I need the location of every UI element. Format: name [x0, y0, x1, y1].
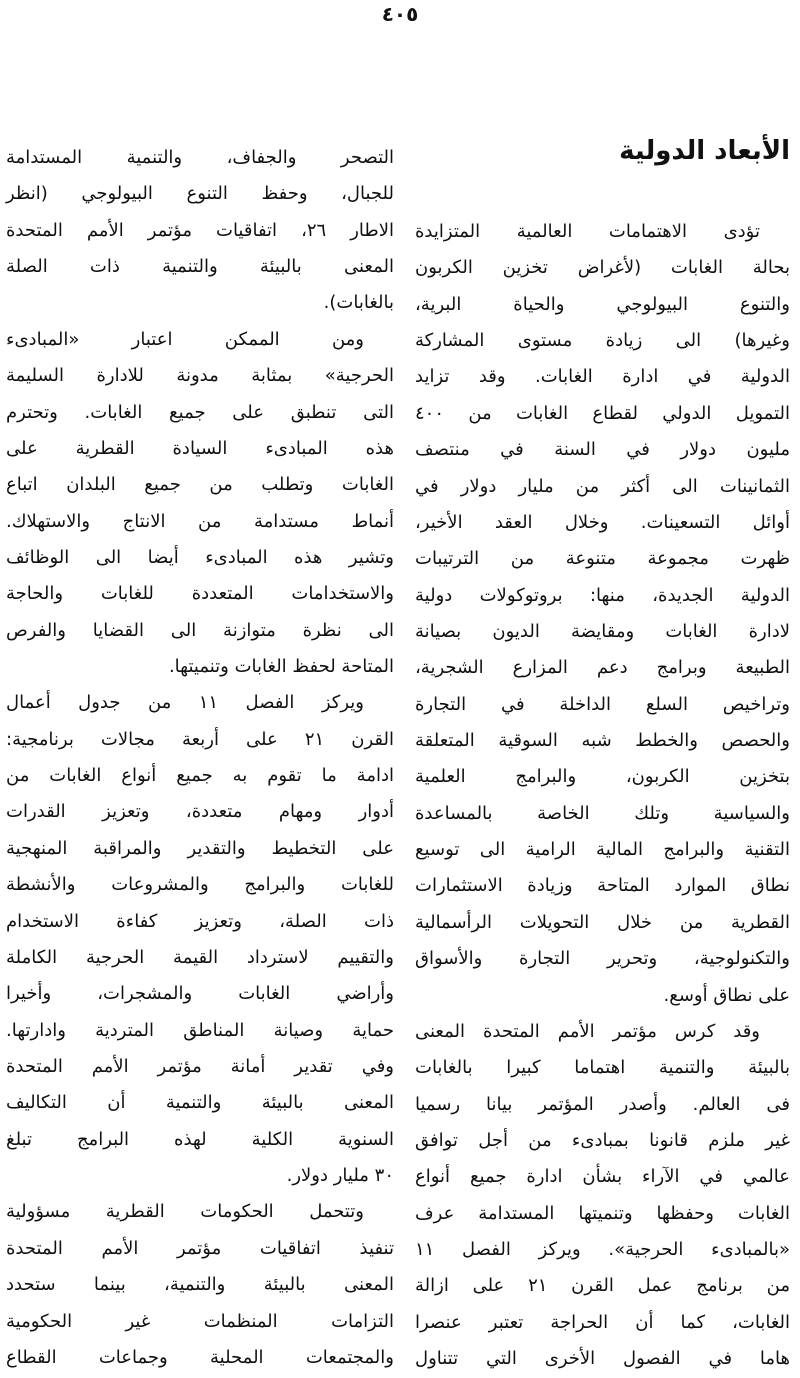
text-line: وفي تقدير أمانة مؤتمر الأمم المتحدة: [6, 1055, 394, 1077]
text-line: والحصص والخطط شبه السوقية المتعلقة: [415, 730, 790, 752]
text-line: من برنامج عمل القرن ٢١ على ازالة: [415, 1275, 790, 1297]
text-line: المعنى بالبيئة والتنمية ذات الصلة: [6, 256, 394, 278]
page-number: ٤٠٥: [381, 2, 419, 26]
text-line: تؤدى الاهتمامات العالمية المتزايدة: [415, 221, 760, 242]
text-line: السنوية الكلية لهذه البرامج تبلغ: [6, 1128, 394, 1150]
text-line: تنفيذ اتفاقيات مؤتمر الأمم المتحدة: [6, 1237, 394, 1259]
text-line: الطبيعة وبرامج دعم المزارع الشجرية،: [415, 657, 790, 679]
text-line: الدولية في ادارة الغابات. وقد تزايد: [415, 366, 790, 388]
text-line: نطاق الموارد المتاحة وزيادة الاستثمارات: [415, 875, 790, 897]
text-line: والسياسية وتلك الخاصة بالمساعدة: [415, 802, 790, 824]
paragraph: [6, 1194, 394, 1376]
text-line: أوائل التسعينات. وخلال العقد الأخير،: [415, 511, 790, 533]
text-line: أنماط مستدامة من الانتاج والاستهلاك.: [6, 510, 394, 532]
text-line: التمويل الدولي لقطاع الغابات من ٤٠٠: [415, 402, 790, 424]
text-line: المعنى بالبيئة والتنمية، بينما ستحدد: [6, 1274, 394, 1296]
text-line: الحرجية» بمثابة مدونة للادارة السليمة: [6, 365, 394, 387]
text-line: بتخزين الكربون، والبرامج العلمية: [415, 766, 790, 788]
text-line: ظهرت مجموعة متنوعة من الترتيبات: [415, 548, 790, 570]
paragraph: [415, 214, 790, 1014]
paragraph: [6, 685, 394, 1194]
text-line: عالمي في الآراء بشأن ادارة جميع أنواع: [415, 1166, 790, 1188]
text-line: وتشير هذه المبادىء أيضا الى الوظائف: [6, 546, 394, 568]
text-line: وأراضي الغابات والمشجرات، وأخيرا: [6, 983, 394, 1005]
text-line: التى تنطبق على جميع الغابات. وتحترم: [6, 401, 394, 423]
text-line: الغابات، كما أن الحراجة تعتبر عنصرا: [415, 1311, 790, 1333]
text-line: الغابات وحفظها وتنميتها المستدامة عرف: [415, 1202, 790, 1224]
text-line: ٣٠ مليار دولار.: [286, 1165, 394, 1187]
text-line: مليون دولار في السنة في منتصف: [415, 439, 790, 461]
text-line: والتنوع البيولوجي والحياة البرية،: [415, 293, 790, 315]
right-column: [415, 214, 790, 1378]
text-line: هذه المبادىء السيادة القطرية على: [6, 437, 394, 459]
text-line: ومن الممكن اعتبار «المبادىء: [6, 328, 364, 350]
text-line: وتتحمل الحكومات القطرية مسؤولية: [6, 1201, 364, 1223]
text-line: وتراخيص السلع الداخلة في التجارة: [415, 693, 790, 715]
text-line: والتقييم لاسترداد القيمة الحرجية الكاملة: [6, 946, 394, 968]
text-line: القطرية من خلال التحويلات الرأسمالية: [415, 911, 790, 933]
text-line: أدوار ومهام متعددة، وتعزيز القدرات: [6, 801, 394, 823]
text-line: الثمانينات الى أكثر من مليار دولار في: [415, 475, 790, 497]
text-line: وقد كرس مؤتمر الأمم المتحدة المعنى: [415, 1020, 760, 1042]
text-line: على نطاق أوسع.: [663, 984, 790, 1006]
text-line: والمجتمعات المحلية وجماعات القطاع: [6, 1346, 394, 1368]
text-line: التصحر والجفاف، والتنمية المستدامة: [6, 147, 394, 168]
text-line: لادارة الغابات ومقايضة الديون بصيانة: [415, 620, 790, 642]
paragraph: [6, 322, 394, 686]
section-heading: الأبعاد الدولية: [619, 136, 790, 166]
text-line: ذات الصلة، وتعزيز كفاءة الاستخدام: [6, 910, 394, 932]
text-line: التزامات المنظمات غير الحكومية: [6, 1310, 394, 1332]
text-line: غير ملزم قانونا بمبادىء من أجل توافق: [415, 1129, 790, 1151]
text-line: هاما في الفصول الأخرى التي تتناول: [415, 1348, 790, 1370]
text-line: بالغابات).: [323, 292, 394, 314]
text-line: والاستخدامات المتعددة للغابات والحاجة: [6, 583, 394, 605]
text-line: ويركز الفصل ١١ من جدول أعمال: [6, 692, 364, 714]
left-column: [6, 140, 394, 1376]
text-line: المعنى بالبيئة والتنمية أن التكاليف: [6, 1092, 394, 1114]
text-line: «بالمبادىء الحرجية». ويركز الفصل ١١: [415, 1239, 790, 1261]
text-line: الاطار ٢٦، اتفاقيات مؤتمر الأمم المتحدة: [6, 219, 394, 241]
paragraph: [415, 1014, 790, 1378]
text-line: القرن ٢١ على أربعة مجالات برنامجية:: [6, 728, 394, 750]
text-line: على التخطيط والتقدير والمراقبة المنهجية: [6, 837, 394, 859]
text-line: الغابات وتطلب من جميع البلدان اتباع: [6, 474, 394, 496]
text-line: ادامة ما تقوم به جميع أنواع الغابات من: [6, 765, 394, 787]
text-line: والتكنولوجية، وتحرير التجارة والأسواق: [415, 948, 790, 970]
text-line: للجبال، وحفظ التنوع البيولوجي (انظر: [6, 183, 394, 205]
text-line: فى العالم. وأصدر المؤتمر بيانا رسميا: [415, 1093, 790, 1115]
text-line: التقنية والبرامج المالية الرامية الى توسيع: [415, 839, 790, 861]
text-line: حماية وصيانة المناطق المتردية وادارتها.: [6, 1019, 394, 1041]
paragraph: [6, 140, 394, 322]
text-line: للغابات والبرامج والمشروعات والأنشطة: [6, 874, 394, 896]
text-line: بحالة الغابات (لأغراض تخزين الكربون: [415, 257, 790, 279]
text-line: بالبيئة والتنمية اهتماما كبيرا بالغابات: [415, 1057, 790, 1079]
text-line: المتاحة لحفظ الغابات وتنميتها.: [168, 656, 394, 678]
text-line: وغيرها) الى زيادة مستوى المشاركة: [415, 330, 790, 352]
text-line: الى نظرة متوازنة الى القضايا والفرص: [6, 619, 394, 641]
text-line: الدولية الجديدة، منها: بروتوكولات دولية: [415, 584, 790, 606]
